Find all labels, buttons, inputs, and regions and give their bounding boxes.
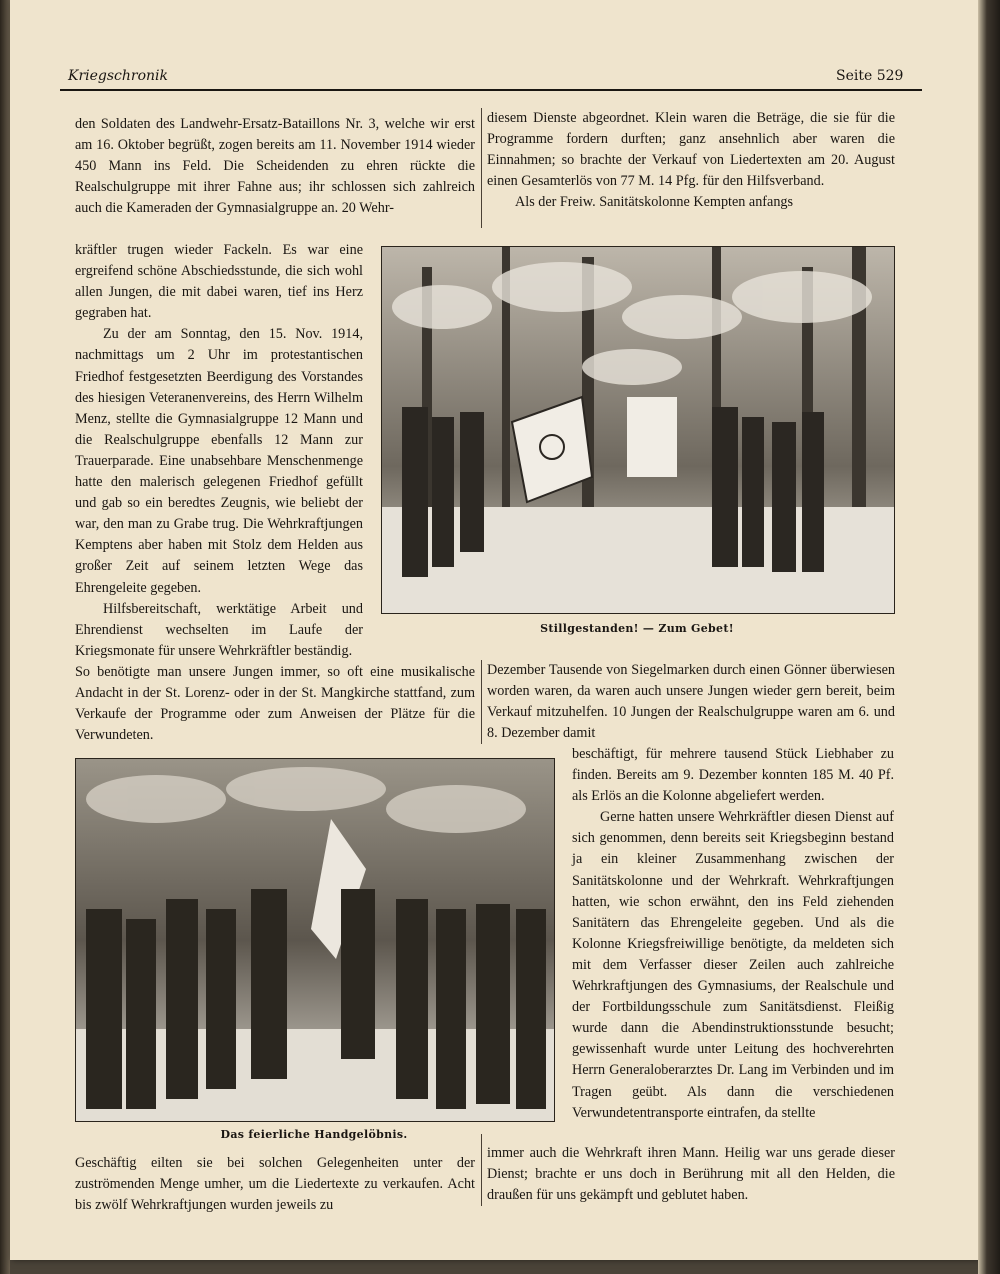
right-column-bottom (487, 1143, 895, 1206)
photo-solemn-pledge (75, 758, 555, 1122)
right-column-mid (487, 660, 895, 744)
paragraph: Zu der am Sonntag, den 15. Nov. 1914, nachmittags um 2 Uhr im protestantischen Friedhof festgesetzten Beerdigung des Vorstandes des hiesigen Veteranenvereins, des Herrn Wilhelm Menz, stellte die Gymnasialgruppe 12 Mann und die Realschulgruppe ebenfalls 12 Mann zur Trauerparade. Eine unabsehbare Menschenmenge hatte den malerisch gelegenen Friedhof gefüllt und gab so ein beredtes Zeugnis, wie beliebt der war, den man zu Grabe trug. Die Wehrkraftjungen Kemptens aber haben mit Stolz dem Helden aus großer Zeit auf seinem letzten Wege das Ehrengeleite gegeben. (75, 326, 363, 596)
paragraph: Hilfsbereitschaft, werktätige Arbeit und Ehrendienst wechselten im Laufe der Kriegsmonate für unsere Wehrkräftler beständig. (75, 600, 363, 659)
column-divider-mid (481, 660, 482, 744)
page-edge (978, 0, 1000, 1274)
left-column-mid (75, 240, 363, 662)
paragraph: kräftler trugen wieder Fackeln. Es war eine ergreifend schöne Abschiedsstunde, die sich wohl allen Jungen, die mit dabei waren, tief ins Herz gegraben hat. (75, 242, 363, 322)
photo-caption-bottom: Das feierliche Handgelöbnis. (220, 1128, 408, 1141)
running-title: Kriegschronik (68, 68, 169, 84)
photo-caption-top: Stillgestanden! — Zum Gebet! (540, 622, 734, 635)
column-divider-bottom (481, 1134, 482, 1206)
right-column-narrow (572, 744, 894, 1124)
column-divider-top (481, 108, 482, 228)
paragraph: Dezember Tausende von Siegelmarken durch einen Gönner überwiesen worden waren, da waren auch unsere Jungen wieder gern bereit, beim Verkauf mitzuhelfen. 10 Jungen der Realschulgruppe waren am 6. und 8. Dezember damit (487, 662, 895, 742)
paragraph: Gerne hatten unsere Wehrkräftler diesen Dienst auf sich genommen, denn bereits seit Kriegsbeginn bestand ja ein kleiner Zusammenhang zwischen der Sanitätskolonne und der Wehrkraft. Wehrkraftjungen hatten, wie schon erwähnt, den ins Feld ziehenden Sanitätern das Ehrengeleite gegeben. Und als die Kolonne Kriegsfreiwillige benötigte, da meldeten sich mit dem Verfasser dieser Zeilen auch zahlreiche Wehrkraftjungen des Gymnasiums, der Realschule und der Fortbildungsschule zum Sanitätsdienst. Fleißig wurde dann die Abendinstruktionsstunde besucht; gewissenhaft wurde unter Leitung des hochverehrten Herrn Generaloberarztes Dr. Lang im Verbinden und im Tragen geübt. Als dann die verschiedenen Verwundetentransporte eintrafen, da stellte (572, 809, 894, 1121)
paragraph: Als der Freiw. Sanitätskolonne Kempten anfangs (515, 194, 794, 211)
paragraph: diesem Dienste abgeordnet. Klein waren die Beträge, die sie für die Programme fordern durften; ganz ansehnlich aber waren die Einnahmen; so brachte der Verkauf von Liedertexten am 20. August einen Gesamterlös von 77 M. 14 Pfg. für den Hilfsverband. (487, 110, 895, 190)
paragraph: Geschäftig eilten sie bei solchen Gelegenheiten unter der zuströmenden Menge umher, um die Liedertexte zu verkaufen. Acht bis zwölf Wehrkraftjungen wurden jeweils zu (75, 1155, 475, 1214)
book-spine (0, 0, 10, 1274)
photo-snow-forest-prayer (381, 246, 895, 614)
photo-illustration (76, 759, 554, 1121)
header-rule (60, 89, 922, 91)
photo-illustration (382, 247, 894, 613)
page-number: Seite 529 (836, 68, 904, 84)
paragraph: So benötigte man unsere Jungen immer, so oft eine musikalische Andacht in der St. Lorenz- oder in der St. Mangkirche stattfand, zum Verkaufe der Programme oder zum Anweisen der Plätze für die Verwundeten. (75, 664, 475, 744)
paragraph: immer auch die Wehrkraft ihren Mann. Heilig war uns gerade dieser Dienst; brachte er uns doch in Berührung mit all den Helden, die draußen für uns gekämpft und geblutet haben. (487, 1145, 895, 1204)
left-column-top (75, 114, 475, 219)
paragraph: beschäftigt, für mehrere tausend Stück Liebhaber zu finden. Bereits am 9. Dezember konnten 185 M. 40 Pf. als Erlös an die Kolonne abgeliefert werden. (572, 746, 894, 805)
paragraph: den Soldaten des Landwehr-Ersatz-Bataillons Nr. 3, welche wir erst am 16. Oktober begrüßt, zogen bereits am 11. November 1914 wieder 450 Mann ins Feld. Die Scheidenden zu ehren rückte die Realschulgruppe mit ihrer Fahne aus; ihr schlossen sich zahlreich auch die Kameraden der Gymnasialgruppe an. 20 Wehr- (75, 116, 475, 217)
right-column-top (487, 108, 895, 213)
left-column-wide (75, 662, 475, 746)
left-column-bottom (75, 1153, 475, 1216)
